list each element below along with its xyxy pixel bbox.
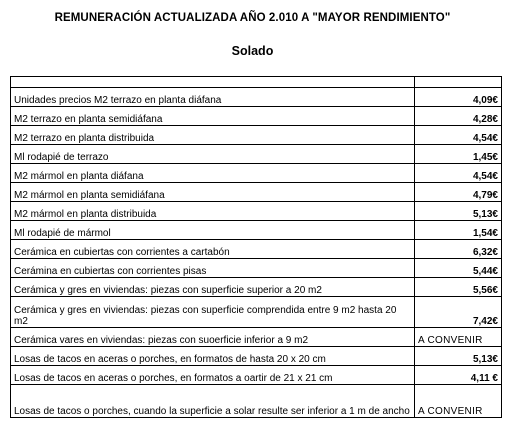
table-row (11, 366, 502, 385)
description-cell: Ml rodapié de mármol (11, 221, 415, 240)
table-row (11, 240, 502, 259)
table-row (11, 126, 502, 145)
price-cell (415, 77, 502, 88)
description-cell: Losas de tacos o porches, cuando la superficie a solar resulte ser inferior a 1 m de ancho (11, 385, 415, 418)
price-cell: 5,13€ (415, 202, 502, 221)
table-row (11, 164, 502, 183)
price-cell: 5,44€ (415, 259, 502, 278)
table-row (11, 88, 502, 107)
table-row (11, 107, 502, 126)
description-cell: M2 mármol en planta distribuida (11, 202, 415, 221)
price-cell: 4,54€ (415, 126, 502, 145)
price-cell: 7,42€ (415, 297, 502, 328)
table-row (11, 385, 502, 418)
table-row (11, 328, 502, 347)
table-row (11, 202, 502, 221)
price-cell: 4,79€ (415, 183, 502, 202)
section-subtitle: Solado (231, 44, 274, 58)
description-cell: M2 mármol en planta diáfana (11, 164, 415, 183)
price-cell: 5,56€ (415, 278, 502, 297)
table-row (11, 145, 502, 164)
price-cell: 4,28€ (415, 107, 502, 126)
price-cell: A CONVENIR (415, 385, 502, 418)
price-cell: 4,09€ (415, 88, 502, 107)
description-cell: M2 terrazo en planta distribuida (11, 126, 415, 145)
price-cell: 5,13€ (415, 347, 502, 366)
description-cell: Cerámica vares en viviendas: piezas con suoerficie inferior a 9 m2 (11, 328, 415, 347)
description-cell: M2 mármol en planta semidiáfana (11, 183, 415, 202)
price-cell: 1,45€ (415, 145, 502, 164)
table-row (11, 347, 502, 366)
price-table (10, 76, 502, 418)
description-cell: Cerámica y gres en viviendas: piezas con superficie superior a 20 m2 (11, 278, 415, 297)
table-row (11, 77, 502, 88)
description-cell: Losas de tacos en aceras o porches, en formatos a oartir de 21 x 21 cm (11, 366, 415, 385)
document-title: REMUNERACIÓN ACTUALIZADA AÑO 2.010 A "MAYOR RENDIMIENTO" (54, 12, 451, 24)
description-cell: Cerámica en cubiertas con corrientes a cartabón (11, 240, 415, 259)
price-cell: 4,54€ (415, 164, 502, 183)
price-cell: 1,54€ (415, 221, 502, 240)
description-cell: Losas de tacos en aceras o porches, en formatos de hasta 20 x 20 cm (11, 347, 415, 366)
description-cell: M2 terrazo en planta semidiáfana (11, 107, 415, 126)
description-cell: Cerámina en cubiertas con corrientes pisas (11, 259, 415, 278)
description-cell: Cerámica y gres en viviendas: piezas con superficie comprendida entre 9 m2 hasta 20 m2 (11, 297, 415, 328)
table-row (11, 278, 502, 297)
description-cell: Unidades precios M2 terrazo en planta diáfana (11, 88, 415, 107)
description-cell: Ml rodapié de terrazo (11, 145, 415, 164)
table-row (11, 259, 502, 278)
table-row (11, 183, 502, 202)
price-cell: 6,32€ (415, 240, 502, 259)
table-row (11, 221, 502, 240)
price-cell: 4,11 € (415, 366, 502, 385)
table-row (11, 297, 502, 328)
price-cell: A CONVENIR (415, 328, 502, 347)
description-cell (11, 77, 415, 88)
